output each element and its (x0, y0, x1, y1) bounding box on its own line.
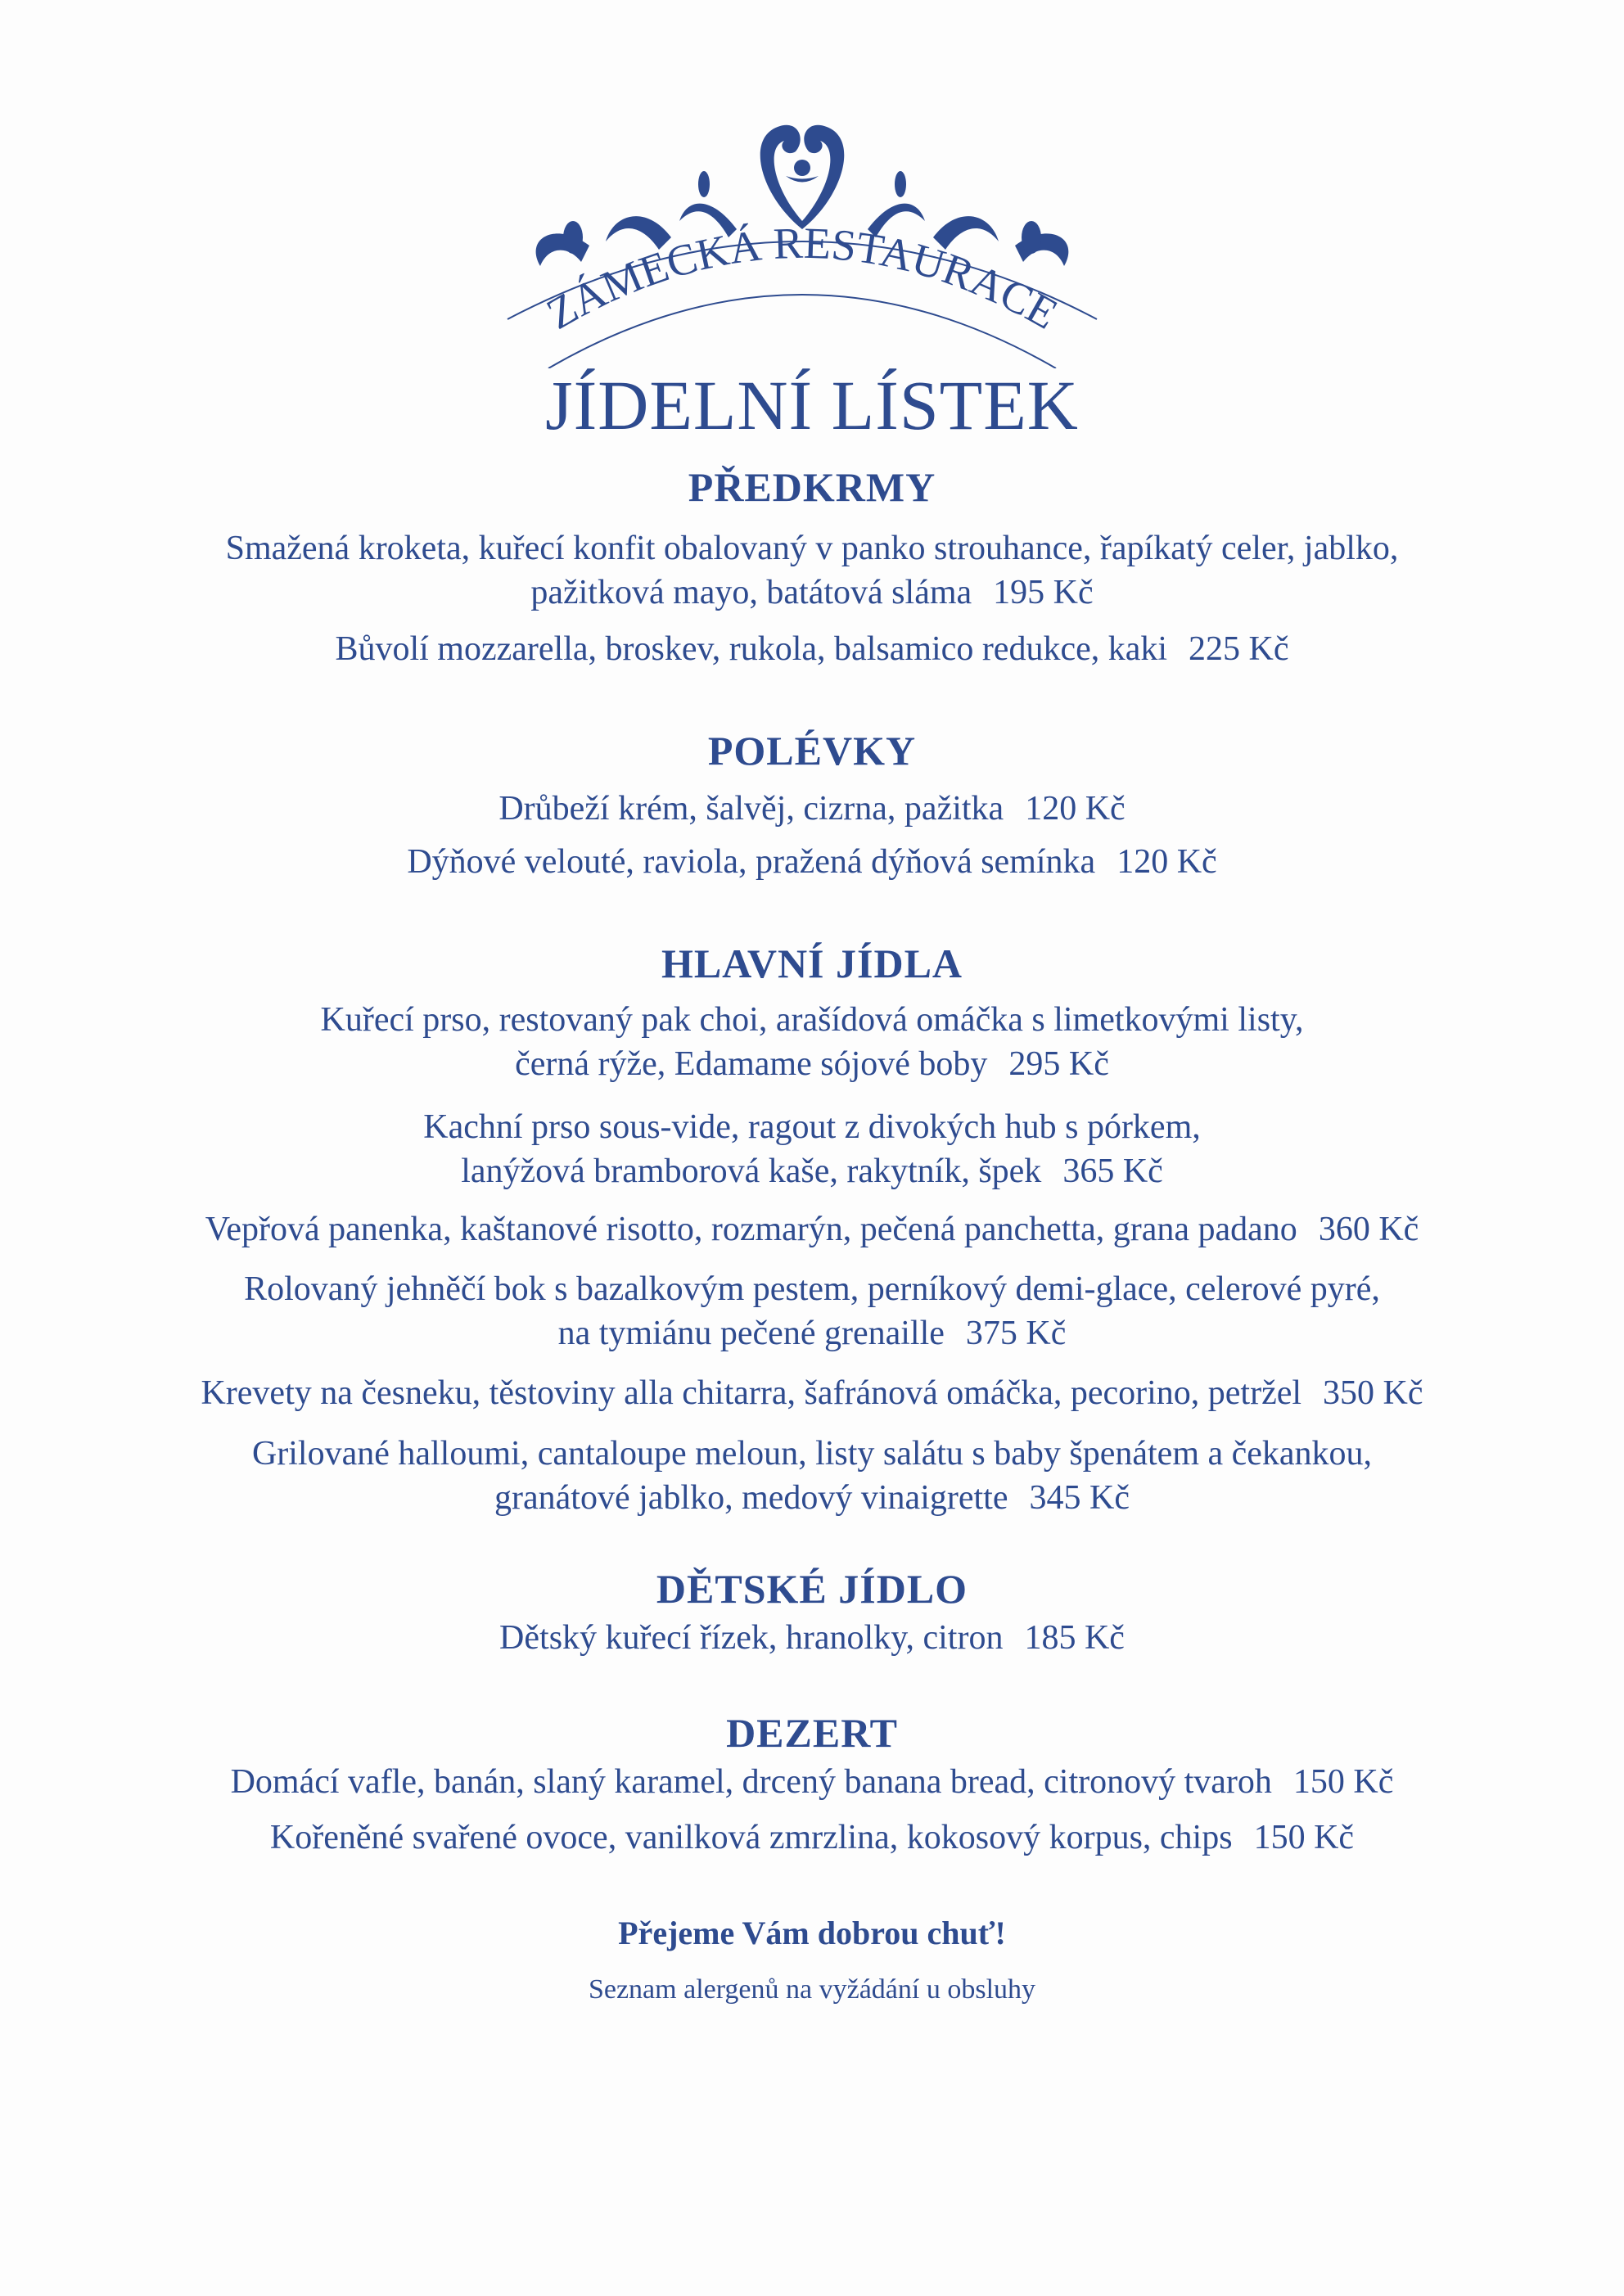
restaurant-name: ZÁMECKÁ RESTAURACE (538, 218, 1067, 339)
menu-item (0, 627, 1624, 671)
menu-item-price: 365 Kč (1062, 1153, 1163, 1190)
menu-item-price: 120 Kč (1025, 790, 1126, 828)
description-text: Krevety na česneku, těstoviny alla chitarra, šafránová omáčka, pecorino, petržel (201, 1374, 1302, 1412)
menu-item-description (0, 1476, 1624, 1520)
menu-item-description (0, 571, 1624, 615)
menu-item (0, 998, 1624, 1086)
menu-item-price: 295 Kč (1008, 1045, 1109, 1083)
menu-item (0, 1105, 1624, 1193)
menu-item-description (0, 1816, 1624, 1860)
section-heading: DEZERT (726, 1710, 898, 1756)
menu-item (0, 787, 1624, 831)
restaurant-logo (491, 106, 1113, 368)
menu-item-price: 350 Kč (1323, 1374, 1423, 1412)
description-text: Grilované halloumi, cantaloupe meloun, listy salátu s baby špenátem a čekankou, (251, 1435, 1373, 1473)
menu-item (0, 1816, 1624, 1860)
description-text: Kořeněné svařené ovoce, vanilková zmrzlina, kokosový korpus, chips (269, 1819, 1233, 1856)
menu-item (0, 1267, 1624, 1355)
menu-item-description (0, 1616, 1624, 1660)
menu-item-price: 150 Kč (1253, 1819, 1355, 1856)
menu-item-description (0, 1042, 1624, 1086)
allergens-note: Seznam alergenů na vyžádání u obsluhy (588, 1974, 1036, 2005)
menu-item-price: 195 Kč (993, 574, 1094, 611)
section-heading: HLAVNÍ JÍDLA (661, 941, 963, 986)
description-text: Vepřová panenka, kaštanové risotto, rozmarýn, pečená panchetta, grana padano (205, 1211, 1297, 1248)
menu-item-description (0, 1760, 1624, 1804)
menu-item-description (0, 1149, 1624, 1193)
menu-item-price: 120 Kč (1116, 843, 1217, 881)
menu-item-description (0, 1311, 1624, 1355)
menu-item-price: 360 Kč (1318, 1211, 1419, 1248)
menu-item-description (0, 1267, 1624, 1311)
section-heading: PŘEDKRMY (688, 464, 936, 510)
svg-text:ZÁMECKÁ RESTAURACE (539, 219, 1066, 339)
description-text: Dětský kuřecí řízek, hranolky, citron (499, 1619, 1004, 1657)
section-heading: POLÉVKY (707, 728, 917, 774)
menu-item-description (0, 840, 1624, 884)
description-text: lanýžová bramborová kaše, rakytník, špek (461, 1153, 1042, 1190)
description-text: granátové jablko, medový vinaigrette (494, 1479, 1008, 1517)
menu-item-description (0, 627, 1624, 671)
menu-item-description (0, 787, 1624, 831)
description-text: na tymiánu pečené grenaille (557, 1315, 945, 1352)
menu-item-description (0, 1432, 1624, 1476)
description-text: pažitková mayo, batátová sláma (530, 574, 972, 611)
description-text: Dýňové velouté, raviola, pražená dýňová semínka (407, 843, 1096, 881)
menu-item-price: 345 Kč (1029, 1479, 1130, 1517)
menu-item-description (0, 1207, 1624, 1252)
description-text: černá rýže, Edamame sójové boby (515, 1045, 988, 1083)
menu-item-price: 150 Kč (1292, 1763, 1394, 1801)
menu-item-description (0, 526, 1624, 571)
menu-item (0, 1616, 1624, 1660)
menu-item (0, 1432, 1624, 1520)
menu-item (0, 526, 1624, 615)
description-text: Kuřecí prso, restovaný pak choi, arašídová omáčka s limetkovými listy, (320, 1001, 1304, 1039)
menu-item-description (0, 1371, 1624, 1415)
menu-item-price: 225 Kč (1189, 630, 1289, 668)
description-text: Bůvolí mozzarella, broskev, rukola, balsamico redukce, kaki (335, 630, 1168, 668)
menu-item (0, 1371, 1624, 1415)
menu-item (0, 840, 1624, 884)
description-text: Domácí vafle, banán, slaný karamel, drcený banana bread, citronový tvaroh (230, 1763, 1272, 1801)
menu-item-price: 185 Kč (1024, 1619, 1125, 1657)
description-text: Drůbeží krém, šalvěj, cizrna, pažitka (498, 790, 1004, 828)
menu-item (0, 1760, 1624, 1804)
description-text: Kachní prso sous-vide, ragout z divokých hub s pórkem, (423, 1108, 1201, 1146)
menu-item-description (0, 1105, 1624, 1149)
description-text: Smažená kroketa, kuřecí konfit obalovaný v panko strouhance, řapíkatý celer, jablko, (225, 530, 1399, 567)
menu-item (0, 1207, 1624, 1252)
menu-item-description (0, 998, 1624, 1042)
menu-item-price: 375 Kč (965, 1315, 1067, 1352)
page-title: JÍDELNÍ LÍSTEK (545, 366, 1079, 444)
section-heading: DĚTSKÉ JÍDLO (656, 1566, 968, 1612)
closing-wish: Přejeme Vám dobrou chuť! (618, 1915, 1006, 1951)
description-text: Rolovaný jehněčí bok s bazalkovým pestem, perníkový demi-glace, celerové pyré, (244, 1270, 1380, 1308)
